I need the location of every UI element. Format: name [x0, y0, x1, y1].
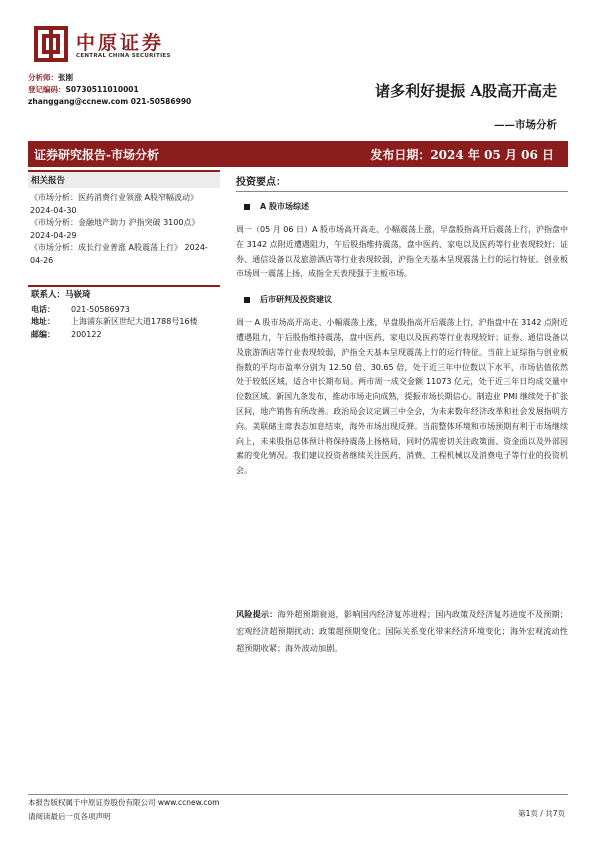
analyst-contact: zhanggang@ccnew.com 021-50586990: [28, 97, 192, 106]
contact-block: [28, 285, 220, 341]
company-logo: [34, 26, 184, 66]
section-title: 后市研判及投资建议: [260, 295, 332, 305]
risk-warning: [236, 606, 568, 657]
analyst-reg-row: [28, 84, 191, 96]
phone-label: 电话：: [31, 304, 55, 314]
footer-copyright: 本报告版权属于中原证券股份有限公司 www.ccnew.com: [28, 798, 220, 807]
risk-label: 风险提示：: [236, 609, 278, 619]
analyst-reg-label: 登记编码：: [28, 85, 66, 94]
related-reports-title: 相关报告: [28, 170, 220, 188]
left-column: [28, 170, 220, 341]
footer-disclaimer-note: 请阅读最后一页各项声明: [28, 812, 111, 821]
related-report-item[interactable]: 《市场分析：医药消费行业领涨 A股窄幅波动》 2024-04-30: [30, 193, 199, 215]
contact-zip-row: [28, 329, 220, 342]
page-number: 第1页 / 共7页: [518, 809, 565, 818]
logo-chinese-name: 中原证券: [76, 32, 165, 54]
main-content: [236, 170, 568, 479]
report-category: 证券研究报告-市场分析: [34, 148, 159, 162]
square-bullet-icon: [244, 204, 250, 210]
zip-label: 邮编：: [31, 329, 55, 339]
related-report-item[interactable]: 《市场分析：金融地产助力 沪指突破 3100点》 2024-04-29: [30, 218, 200, 240]
analyst-reg: S0730511010001: [65, 85, 139, 94]
analyst-name-label: 分析师：: [28, 73, 58, 82]
contact-phone-row: [28, 304, 220, 317]
market-summary-paragraph: 周一（05 月 06 日）A 股市场高开高走、小幅震荡上涨，早盘股指高开后震荡上行，沪指盘中在 3142 点附近遭遇阻力，午后股指维持震荡，盘中医药、家电以及医药等行业表现较好；证券、通信设备以及旅游酒店等行业表现较弱，沪指全天基本呈现震荡上行的运行特征。创业板市场周一震荡上扬，成指全天表现强于主板市场。: [236, 225, 568, 279]
section-heading: [244, 201, 568, 212]
zip-value: 200122: [71, 329, 102, 339]
logo-english-name: CENTRAL CHINA SECURITIES: [76, 53, 171, 59]
logo-mark-icon: [34, 26, 68, 62]
outlook-paragraph: 周一 A 股市场高开高走、小幅震荡上涨，早盘股指高开后震荡上行，沪指盘中在 3142 点附近遭遇阻力，午后股指维持震荡，盘中医药、家电以及医药等行业表现较好；证券、通信设备以及旅游酒店等行业表现较弱，沪指全天基本呈现震荡上行的运行特征。当前上证综指与创业板指数的平均市盈率分别为 12.50 倍、30.65 倍，处于近三年中位数以下水平，市场估值依然处于较低区域，适合中长期布局。两市周一成交金额 11073 亿元，处于近三年日均成交量中位数区域。新国九条发布，推动市场走向成熟，提振市场长期信心。制造业 PMI 继续处于扩张区间，地产销售有所改善。政治局会议定调三中全会，为未来数年经济改革和社会发展指明方向。美联储主席表态加息结束，海外市场出现反弹。当前整体环境和市场预期有利于市场继续向上，未来股指总体预计将保持震荡上扬格局，同时仍需密切关注政策面、资金面以及外部因素的变化情况。我们建议投资者继续关注医药、消费、工程机械以及消费电子等行业的投资机会。: [236, 318, 568, 476]
address-label: 地址：: [31, 317, 55, 326]
address-value: 上海浦东新区世纪大道1788号16楼: [71, 317, 198, 326]
report-subtitle: ——市场分析: [494, 119, 557, 131]
contact-person: 联系人：马嵚琦: [28, 285, 220, 304]
square-bullet-icon: [244, 297, 250, 303]
footer-divider: [28, 794, 568, 795]
phone-value: 021-50586973: [71, 304, 130, 314]
contact-address-row: [28, 316, 220, 329]
related-report-item[interactable]: 《市场分析：成长行业普涨 A股震荡上行》 2024-04-26: [30, 243, 208, 265]
analyst-name-row: [28, 72, 191, 84]
related-reports-list: [28, 192, 220, 267]
report-title: 诸多利好提振 A股高开高走: [375, 82, 557, 100]
section-heading: [244, 294, 568, 305]
investment-highlights-heading: 投资要点：: [236, 170, 568, 192]
risk-text: 海外超预期衰退，影响国内经济复苏进程；国内政策及经济复苏进度不及预期；宏观经济超预期扰动；政策超预期变化；国际关系变化带来经济环境变化；海外宏观流动性超预期收紧；海外波动加剧。: [236, 609, 568, 653]
section-title: A 股市场综述: [260, 202, 309, 211]
analyst-info: [28, 72, 191, 108]
publish-date: 发布日期：2024 年 05 月 06 日: [370, 148, 554, 162]
report-band: [28, 141, 568, 167]
analyst-name: 张刚: [58, 73, 73, 82]
